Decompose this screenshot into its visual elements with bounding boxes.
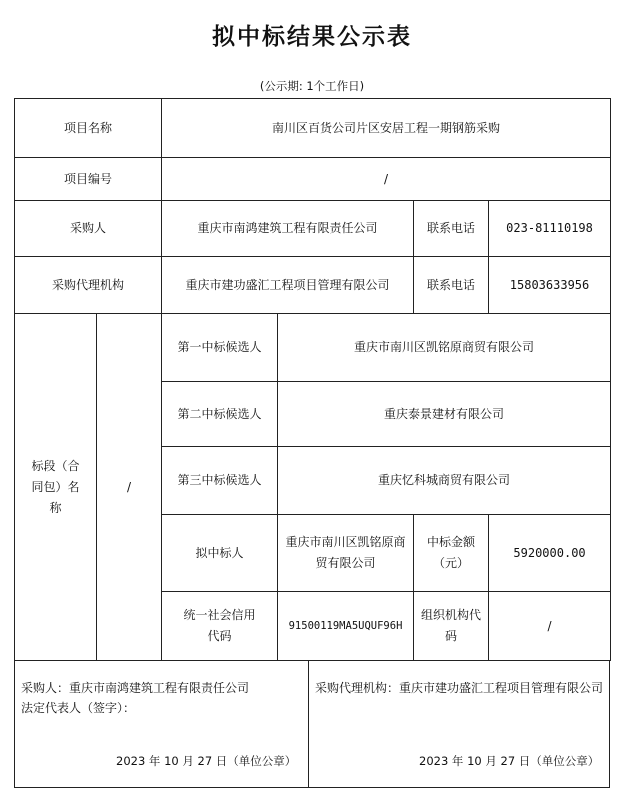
row-agency — [15, 257, 611, 314]
purchaser-phone-label: 联系电话 — [414, 201, 489, 257]
org-code-label: 组织机构代码 — [414, 592, 489, 661]
footer-agency-date: 2023 年 10 月 27 日（单位公章） — [419, 754, 600, 768]
amount-value: 5920000.00 — [489, 515, 611, 592]
lot-value: / — [97, 314, 162, 661]
winner-value: 重庆市南川区凯铭原商贸有限公司 — [278, 515, 414, 592]
footer-legal-rep: 法定代表人（签字）： — [21, 701, 136, 715]
row-project-no — [15, 158, 611, 201]
project-no-label: 项目编号 — [15, 158, 162, 201]
agency-value: 重庆市建功盛汇工程项目管理有限公司 — [162, 257, 414, 314]
purchaser-value: 重庆市南鸿建筑工程有限责任公司 — [162, 201, 414, 257]
result-table — [14, 98, 611, 661]
document-title: 拟中标结果公示表 — [212, 23, 412, 50]
purchaser-phone-value: 023-81110198 — [489, 201, 611, 257]
publicity-period: (公示期: 1个工作日) — [259, 79, 365, 93]
winner-label: 拟中标人 — [162, 515, 278, 592]
org-code-value: / — [489, 592, 611, 661]
agency-phone-label: 联系电话 — [414, 257, 489, 314]
candidate-3-value: 重庆忆科城商贸有限公司 — [278, 447, 611, 515]
signature-section — [14, 661, 610, 788]
candidate-2-value: 重庆泰景建材有限公司 — [278, 382, 611, 447]
footer-purchaser-date: 2023 年 10 月 27 日（单位公章） — [116, 754, 297, 768]
candidate-2-label: 第二中标候选人 — [162, 382, 278, 447]
footer-divider — [308, 661, 309, 787]
agency-label: 采购代理机构 — [15, 257, 162, 314]
row-project-name — [15, 99, 611, 158]
footer-purchaser: 采购人：重庆市南鸿建筑工程有限责任公司 — [21, 681, 250, 695]
credit-code-value: 91500119MA5UQUF96H — [278, 592, 414, 661]
purchaser-label: 采购人 — [15, 201, 162, 257]
lot-label: 标段（合同包）名称 — [15, 314, 97, 661]
agency-phone-value: 15803633956 — [489, 257, 611, 314]
footer-agency: 采购代理机构：重庆市建功盛汇工程项目管理有限公司 — [315, 681, 604, 695]
project-no-value: / — [162, 158, 611, 201]
amount-label: 中标金额（元） — [414, 515, 489, 592]
project-name-value: 南川区百货公司片区安居工程一期钢筋采购 — [162, 99, 611, 158]
candidate-1-value: 重庆市南川区凯铭原商贸有限公司 — [278, 314, 611, 382]
candidate-1-label: 第一中标候选人 — [162, 314, 278, 382]
candidate-3-label: 第三中标候选人 — [162, 447, 278, 515]
row-candidate-1 — [15, 314, 611, 382]
row-purchaser — [15, 201, 611, 257]
credit-code-label: 统一社会信用代码 — [162, 592, 278, 661]
project-name-label: 项目名称 — [15, 99, 162, 158]
